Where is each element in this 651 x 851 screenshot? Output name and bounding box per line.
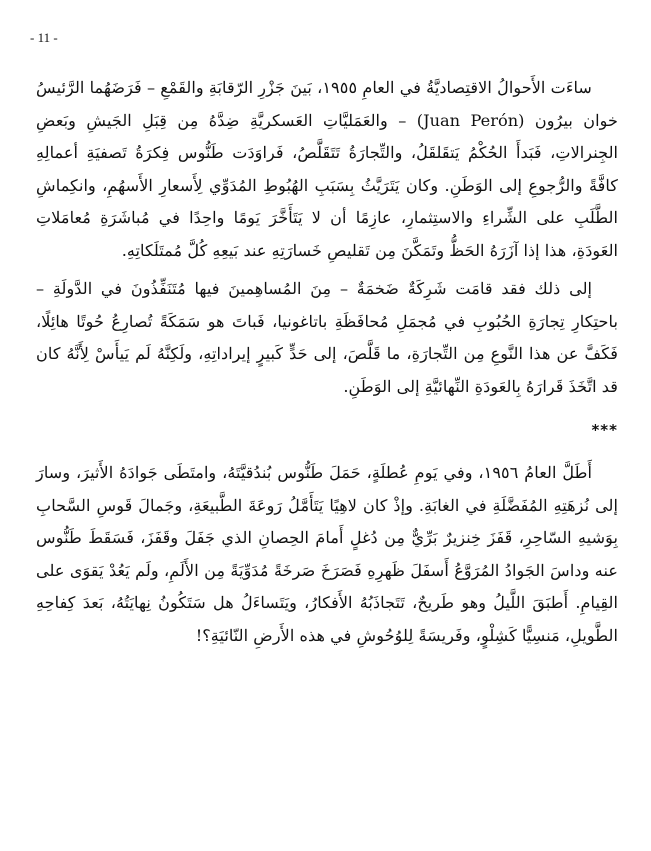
paragraph: إلى ذلك فقد قامَت شَرِكَةٌ ضَخمَةٌ – مِنَ المُساهِمينَ فيها مُتَنَفِّذُونَ في الدَّولَةِ – باحتِكارِ تِجارَةِ الحُبُوبِ في مُجمَلِ مُحافَظَةِ باتاغونيا، فَباتَ هو سَمَكَةً تُصارِعُ حُوتًا هائِلًا، فَكَفَّ عن هذا النَّوعِ مِن التِّجارَةِ، ما قَلَّصَ، إلى حَدٍّ كَبيرٍ إيراداتِهِ، ولَكِنَّهُ لَم يَيأَسْ لِأَنَّهُ كان قد اتَّخَذَ قَرارَهُ بِالعَودَةِ النِّهائيَّةِ إلى الوَطَنِ. [36, 279, 618, 396]
page-body [36, 72, 618, 652]
paragraph: ساءَت الأَحوالُ الاقتِصاديَّةُ في العامِ ١٩٥٥، بَينَ جَزْرِ الرّقابَةِ والقَمْعِ – فَرَضَهُما الرَّئيسُ خوان بيرُون (Juan Perón) – والعَمَليَّاتِ العَسكريَّةِ ضِدَّهُ مِن قِبَلِ الجَيشِ وبَعضِ الجِنرالاتِ، فَبَدأَ الحُكْمُ يَتقَلقَلُ، والتِّجارَةُ تَتَقَلَّصُ، فَراوَدَت طَنُّوس فِكرَةُ تَصفيَةِ أعمالِهِ كافَّةً والرُّجوعِ إلى الوَطَنِ. وكان يَتَرَيَّثُ بِسَبَبِ الهُبُوطِ المُدَوِّي لِأَسعارِ الأَسهُمِ، وانكِماشِ الطَّلَبِ على الشِّراءِ والاستِثمارِ، عازِمًا أن لا يَتَأَخَّرَ يَومًا واحِدًا في مُباشَرَةِ مُعامَلاتِ العَودَةِ، هذا إذا آزَرَهُ الحَظُّ وتَمَكَّنَ مِن تَقليصِ خَسارَتِهِ عند بَيعِهِ كُلَّ مُمتَلَكاتِهِ. [36, 78, 619, 260]
paragraph: أَطَلَّ العامُ ١٩٥٦، وفي يَومِ عُطلَةٍ، حَمَلَ طَنُّوس بُندُقيَّتَهُ، وامتَطَى جَوادَهُ الأَثيرَ، وسارَ إلى نُزهَتِهِ المُفَضَّلَةِ في الغابَةِ. وإذْ كان لاهِيًا يَتَأَمَّلُ رَوعَةَ الطَّبيعَةِ، وجَمالَ قَوسِ السَّحابِ بِوَشيهِ السّاحِرِ، قَفَزَ خِنزيرٌ بَرِّيٌّ مِن دُغلٍ أَمامَ الحِصانِ الذي جَفَلَ وقَفَزَ، فَسَقَطَ طَنُّوس عنه وداسَ الجَوادُ المُرَوَّعُ أَسفَلَ ظَهرِهِ فَصَرَخَ صَرخَةً مُدَوِّيَةً مِن الأَلَمِ، ولَم يَعُدْ يَقوَى على القِيامِ. أَطبَقَ اللَّيلُ وهو طَريحٌ، تَتَجاذَبُهُ الأَفكارُ، ويَتَساءَلُ هل سَتَكُونُ نِهايَتُهُ، بَعدَ كِفاحِهِ الطَّويلِ، مَنسِيًّا كَشِلْوٍ، وفَريسَةً لِلوُحُوشِ في هذه الأَرضِ النّائيَةِ؟! [36, 463, 618, 645]
page-number: - 11 - [30, 30, 58, 45]
section-separator: *** [591, 421, 618, 439]
